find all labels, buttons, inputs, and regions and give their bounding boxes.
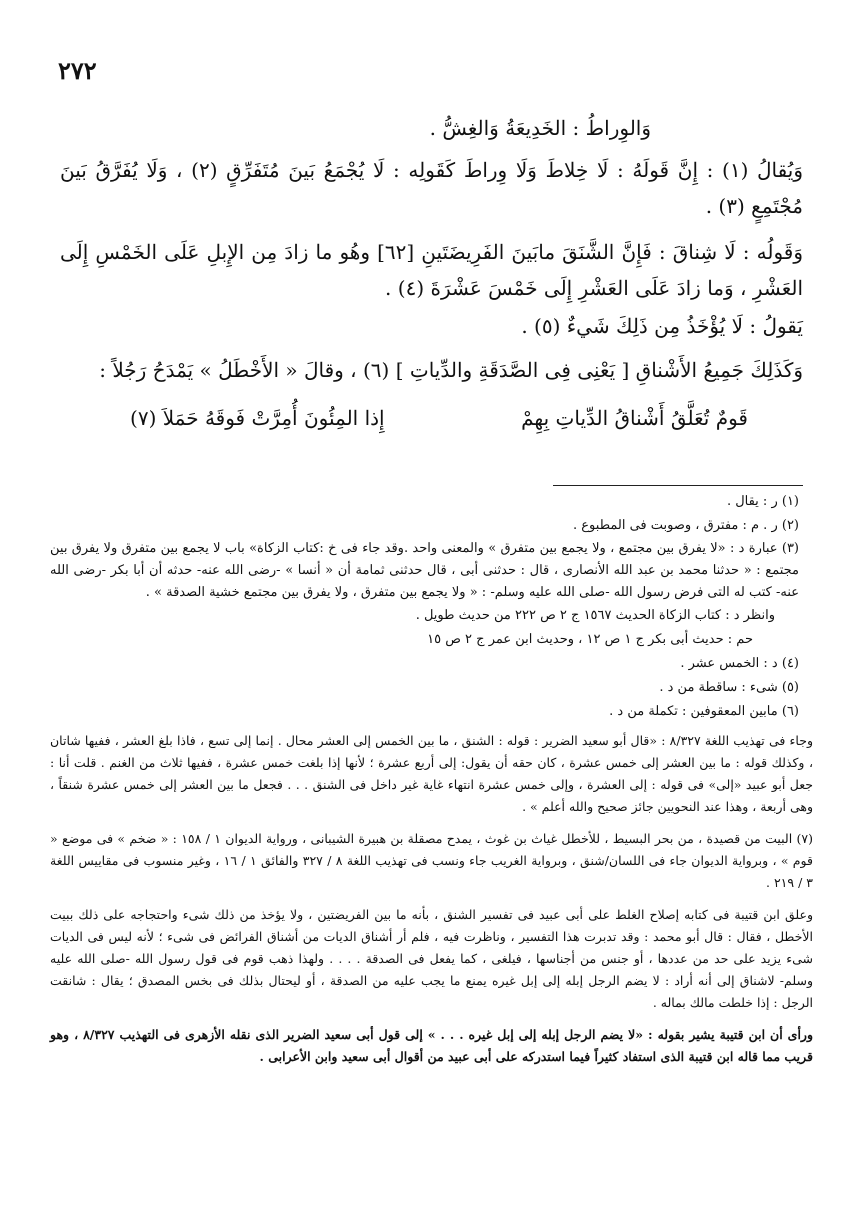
footnote-6: (٦) مابين المعقوفين : تكملة من د . [609,704,799,719]
poem-verse [130,400,748,436]
footnote-7: (٧) البيت من قصيدة ، من بحر البسيط ، للأخطل غياث بن غوث ، يمدح مصقلة بن هبيرة الشيبانى ، ورواية الديوان ١ / ١٥٨ : « ضخم » فى موضع « قوم » ، وبرواية الديوان جاء فى اللسان/شنق ، وبرواية الغريب جاء ونسب فى تهذيب اللغة ٨ / ٣٢٧ والفائق ١ / ١٦ ، وغير منسوب فى مقاييس اللغة ٣ / ٢١٩ . [50,831,813,890]
verse-second-hemistich: إِذا المِئُونَ أُمِرَّتْ فَوقَهُ حَمَلاَ (٧) [130,406,385,430]
main-paragraph-5: وَكَذَلِكَ جَمِيعُ الأَشْناقِ [ يَعْنِى فِى الصَّدَقَةِ والدِّياتِ ] (٦) ، وقالَ « الأَخْطَلُ » يَمْدَحُ رَجُلاً : [99,358,803,382]
footnotes-section [50,490,813,1068]
footnote-3: (٣) عبارة د : «لا يفرق بين مجتمع ، ولا يجمع بين متفرق » والمعنى واحد .وقد جاء فى خ :كتاب الزكاة» باب لا يجمع بين متفرق ولا يفرق بين مجتمع : « حدثنا محمد بن عبد الله الأنصارى ، قال : حدثنى أبى ، قال حدثنى ثمامة أن « أنسا » -رضى الله عنه- حدثه أن أبا بكر -رضى الله عنه- كتب له التى فرض رسول الله -صلى الله عليه وسلم- : « ولا يجمع بين متفرق ، ولا يفرق بين مجتمع خشية الصدقة » . [50,541,799,600]
commentary-conclusion: ورأى أن ابن قتيبة يشير بقوله : «لا يضم الرجل إبله إلى إبل غيره . . . » إلى قول أبى سعيد الضرير الذى نقله الأزهرى فى التهذيب ٨/٣٢٧ ، وهو قريب مما قاله ابن قتيبة الذى استفاد كثيراً فيما استدركه على أبى عبيد من أقوال أبى سعيد وابن الأعرابى . [50,1027,813,1064]
footnote-5: (٥) شىء : ساقطة من د . [659,680,799,695]
footnote-3-musnad: حم : حديث أبى بكر ج ١ ص ١٢ ، وحديث ابن عمر ج ٢ ص ١٥ [427,632,753,647]
commentary-tahdhib: وجاء فى تهذيب اللغة ٨/٣٢٧ : «قال أبو سعيد الضرير : قوله : الشنق ، ما بين الخمس إلى العشر محال . إنما إلى تسع ، فاذا بلغ العشر ، ففيها شاتان ، وكذلك قوله : ما بين العشر إلى خمس عشرة ، كان حقه أن يقول: إلى أربع عشرة ؛ لأنها إذا بلغت خمس عشرة ، ففيها ثلاث من الغنم . قلت أنا : جعل أبو عبيد «إلى» فى قوله : إلى العشرة ، وإلى خمس عشرة انتهاء غاية غير داخل فى الشنق . . . فجعل ما بين العشر إلى خمس عشرة شنقاً ، وهى أربعة ، وهذا عند النحويين جائز صحيح والله أعلم » . [50,733,813,814]
footnote-1: (١) ر : يقال . [726,494,799,509]
main-paragraph-4: يَقولُ : لَا يُؤْخَذُ مِن ذَلِكَ شَيءٌ (٥) . [521,314,803,338]
commentary-ibn-qutayba: وعلق ابن قتيبة فى كتابه إصلاح الغلط على أبى عبيد فى تفسير الشنق ، بأنه ما بين الفريضتين ، ولا يؤخذ من ذلك شىء واحتجاجه على ذلك ببيت الأخطل ، فقال : قال أبو محمد : وقد تدبرت هذا التفسير ، وناظرت فيه ، فلم أر أشناق الديات من أشناق الفرائض فى شىء ؛ لأنه ليس فى الديات شىء يزيد على حد من عددها ، أو جنس من أجناسها ، فيلغى ، كما يفعل فى الصدقة . . . . ولهذا ذهب قوم فى قول رسول الله -صلى الله عليه وسلم- لاشناق إلى أنه أراد : لا يضم الرجل إبله إلى إبل غيره يمنع ما يجب عليه من الصدقة ، أو ليحتال بذلك فى بخس المصدق ؛ يقال : شانقت الرجل : إذا خلطت مالك بماله . [50,907,813,1010]
verse-first-hemistich: قَومٌ تُعَلَّقُ أَشْناقُ الدِّياتِ بِهِمْ [521,406,748,430]
footnote-2: (٢) ر . م : مفترق ، وصوبت فى المطبوع . [573,518,799,533]
footnote-3-see-also: وانظر د : كتاب الزكاة الحديث ١٥٦٧ ج ٢ ص ٢٢٢ من حديث طويل . [415,608,775,623]
page-number: ٢٧٢ [58,56,97,85]
main-paragraph-1: وَالوِراطُ : الخَدِيعَةُ وَالغِشُّ . [429,116,651,140]
main-text [60,110,803,436]
main-paragraph-2: وَيُقالُ (١) : إِنَّ قَولَهُ : لَا خِلاطَ وَلَا وِراطَ كَقَولِه : لَا يُجْمَعُ بَينَ مُتَفَرِّقٍ (٢) ، وَلَا يُفَرَّقُ بَينَ مُجْتَمِعٍ (٣) . [60,158,803,218]
footnote-4: (٤) د : الخمس عشر . [680,656,799,671]
footnote-divider [553,485,803,486]
main-paragraph-3: وَقَولُه : لَا شِناقَ : فَإِنَّ الشَّنَقَ مابَينَ الفَرِيضَتَينِ [٦٢] وهُو ما زادَ مِن الإِبلِ عَلَى الخَمْسِ إِلَى العَشْرِ ، وَما زادَ عَلَى العَشْرِ إِلَى خَمْسَ عَشْرَةَ (٤) . [60,240,803,300]
